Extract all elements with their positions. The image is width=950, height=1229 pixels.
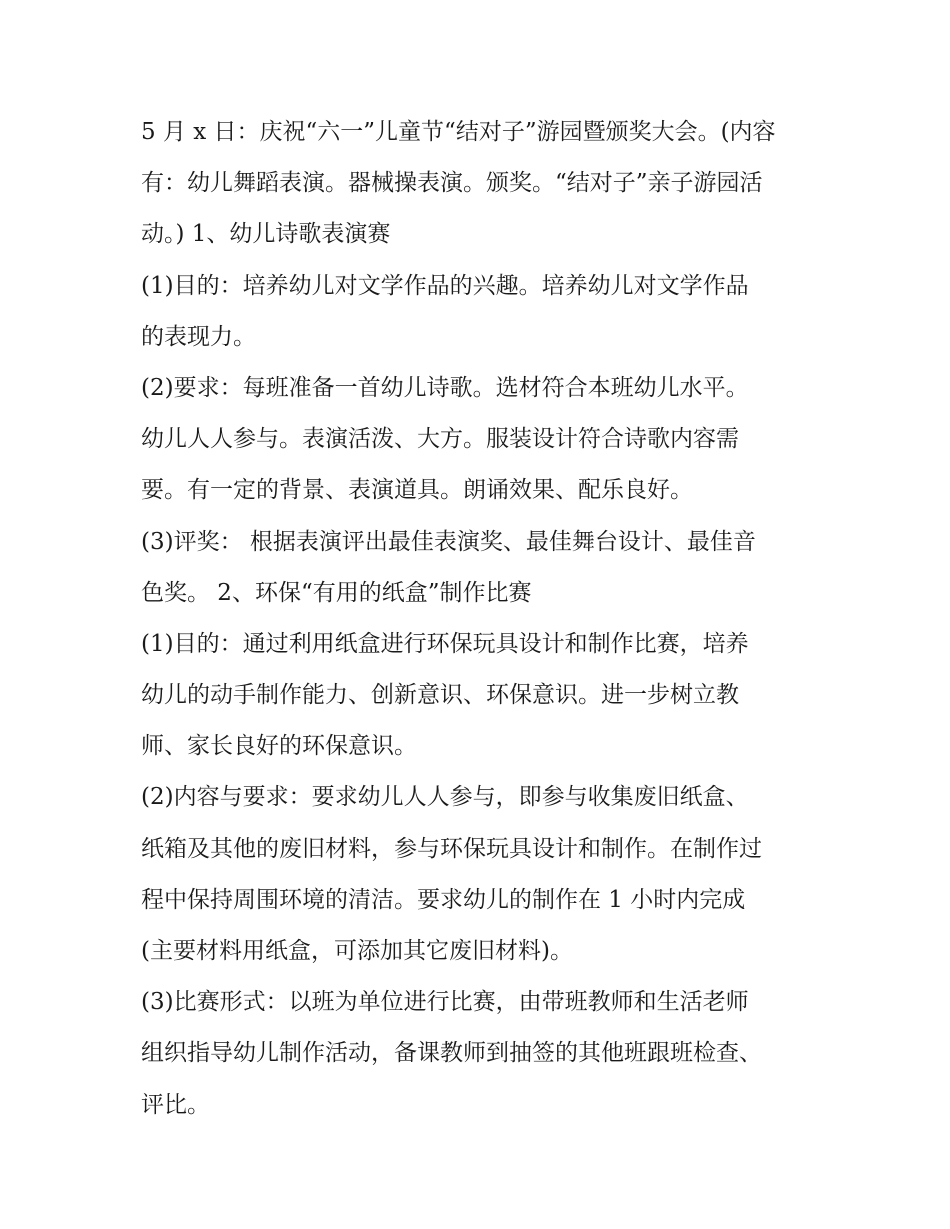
text-line: 组织指导幼儿制作活动，备课教师到抽签的其他班跟班检查、 [141,1040,762,1067]
text-line: 幼儿人人参与。表演活泼、大方。服装设计符合诗歌内容需 [141,426,739,453]
text-line: 纸箱及其他的废旧材料，参与环保玩具设计和制作。在制作过 [141,835,762,862]
text-line: 程中保持周围环境的清洁。要求幼儿的制作在 1 小时内完成 [141,886,746,913]
text-line: 的表现力。 [141,323,256,350]
text-line: 师、家长良好的环保意识。 [141,733,417,760]
text-line: 5 月 x 日：庆祝“六一”儿童节“结对子”游园暨颁奖大会。(内容 [141,119,776,145]
text-line: 幼儿的动手制作能力、创新意识、环保意识。进一步树立教 [141,682,739,709]
text-line: (1)目的：培养幼儿对文学作品的兴趣。培养幼儿对文学作品 [141,272,749,299]
document-body [141,107,821,1131]
text-line: (3)评奖： 根据表演评出最佳表演奖、最佳舞台设计、最佳音 [141,528,756,555]
text-line: (主要材料用纸盒，可添加其它废旧材料)。 [141,938,573,964]
text-line: (2)要求：每班准备一首幼儿诗歌。选材符合本班幼儿水平。 [141,374,749,401]
text-line: (2)内容与要求：要求幼儿人人参与，即参与收集废旧纸盒、 [141,784,749,811]
text-line: 色奖。 2、环保“有用的纸盒”制作比赛 [141,579,532,606]
text-line: (3)比赛形式：以班为单位进行比赛，由带班教师和生活老师 [141,989,749,1016]
text-line: 要。有一定的背景、表演道具。朗诵效果、配乐良好。 [141,477,693,504]
text-line: 评比。 [141,1091,210,1118]
text-line: (1)目的：通过利用纸盒进行环保玩具设计和制作比赛，培养 [141,630,749,657]
text-line: 有：幼儿舞蹈表演。器械操表演。颁奖。“结对子”亲子游园活 [141,170,763,197]
text-line: 动。) 1、幼儿诗歌表演赛 [141,221,391,248]
